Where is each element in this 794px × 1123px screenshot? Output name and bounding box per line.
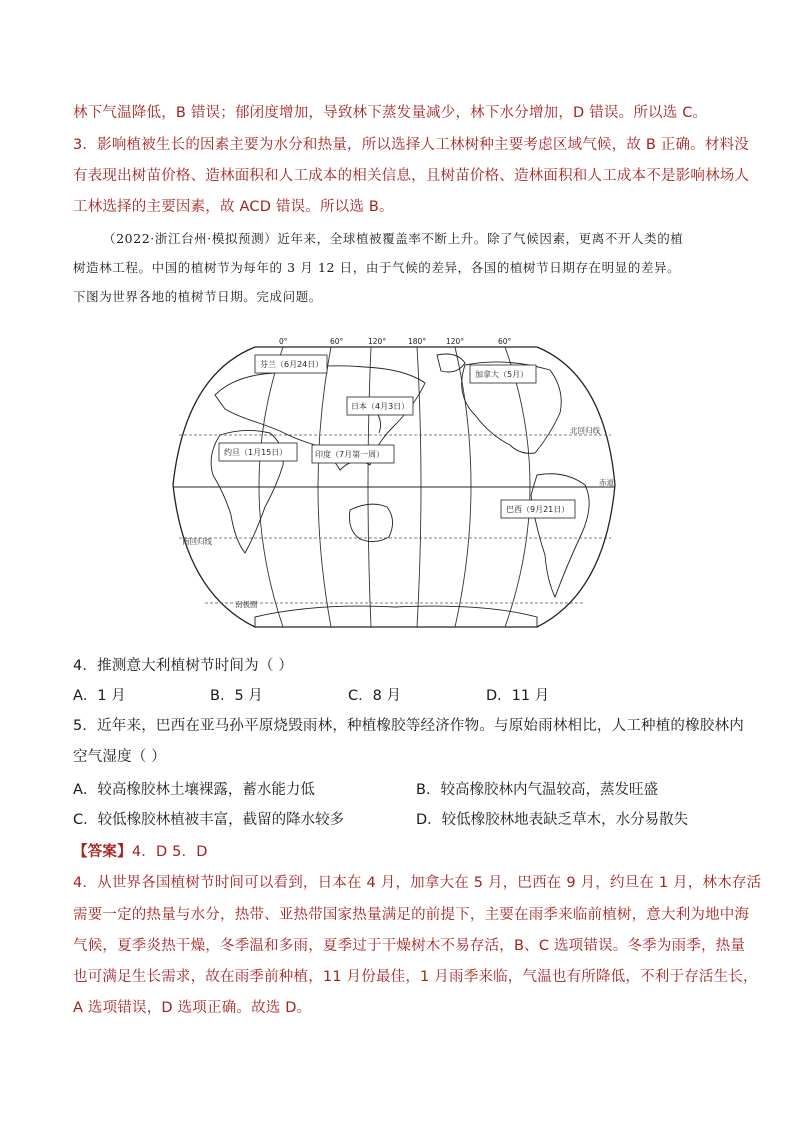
explanation-line: 气候，夏季炎热干燥，冬季温和多雨，夏季过于干燥树木不易存活，B、C 选项错误。冬季为雨季，热量 (73, 938, 746, 954)
explanation-line: 3．影响植被生长的因素主要为水分和热量，所以选择人工林树种主要考虑区域气候，故 B 正确。材料没 (73, 137, 749, 153)
jordan-label: 约旦（1月15日） (224, 448, 288, 457)
question-5-stem: 5．近年来，巴西在亚马孙平原烧毁雨林，种植橡胶等经济作物。与原始雨林相比，人工种植的橡胶林内 (73, 718, 744, 734)
q4-option-a: A．1 月 (73, 688, 126, 704)
india-label: 印度（7月第一周） (315, 450, 385, 459)
callout-finland (255, 355, 327, 373)
callout-brazil (501, 500, 575, 518)
longitude-label: 60° (330, 337, 344, 346)
intro-line: （2022·浙江台州·模拟预测）近年来，全球植被覆盖率不断上升。除了气候因素，更离不开人类的植 (103, 231, 684, 246)
callout-jordan (219, 443, 297, 461)
explanation-line: 工林选择的主要因素，故 ACD 错误。所以选 B。 (73, 199, 394, 215)
q5-option-b: B．较高橡胶林内气温较高，蒸发旺盛 (416, 782, 658, 798)
explanation-line: A 选项错误，D 选项正确。故选 D。 (73, 1000, 312, 1016)
brazil-label: 巴西（9月21日） (506, 505, 570, 514)
tropic-cancer-label: 北回归线 (570, 426, 600, 435)
world-map-figure (165, 335, 625, 635)
longitude-label: 0° (279, 337, 288, 346)
longitude-label: 120° (368, 337, 387, 346)
explanation-line: 需要一定的热量与水分，热带、亚热带国家热量满足的前提下，主要在雨季来临前植树，意大利为地中海 (73, 907, 750, 923)
equator-label: 赤道 (599, 478, 614, 487)
question-5-stem: 空气湿度（ ） (73, 749, 167, 765)
antarctic-circle-label: 南极圈 (235, 600, 258, 609)
q4-option-b: B．5 月 (210, 688, 263, 704)
finland-label: 芬兰（6月24日） (260, 360, 324, 369)
longitude-label: 60° (498, 337, 512, 346)
explanation-line: 也可满足生长需求，故在雨季前种植，11 月份最佳，1 月雨季来临，气温也有所降低，不利于存活生长， (73, 969, 758, 985)
canada-label: 加拿大（5月） (475, 370, 529, 379)
callout-japan (347, 397, 413, 415)
q4-option-d: D．11 月 (486, 688, 550, 704)
explanation-line: 有表现出树苗价格、造林面积和人工成本的相关信息，且树苗价格、造林面积和人工成本不是影响林场人 (73, 168, 750, 184)
answer-row (73, 840, 208, 861)
answer-tag: 【答案】 (73, 844, 132, 860)
q5-option-d: D．较低橡胶林地表缺乏草木，水分易散失 (416, 812, 689, 828)
callout-canada (470, 365, 536, 383)
answer-text: 4．D 5．D (131, 844, 208, 860)
explanation-line: 4．从世界各国植树节时间可以看到，日本在 4 月，加拿大在 5 月，巴西在 9 月，约旦在 1 月，林木存活 (73, 875, 762, 891)
callout-india (312, 445, 394, 463)
intro-line: 下图为世界各地的植树节日期。完成问题。 (73, 289, 322, 304)
longitude-label: 180° (408, 337, 427, 346)
q5-option-a: A．较高橡胶林土壤裸露，蓄水能力低 (73, 782, 315, 798)
question-4-stem: 4．推测意大利植树节时间为（ ） (73, 658, 294, 674)
q4-option-c: C．8 月 (348, 688, 401, 704)
explanation-line: 林下气温降低，B 错误；郁闭度增加，导致林下蒸发量减少，林下水分增加，D 错误。所以选 C。 (73, 105, 708, 121)
japan-label: 日本（4月3日） (351, 402, 410, 411)
tropic-capricorn-label: 南回归线 (182, 537, 212, 546)
longitude-label: 120° (446, 337, 465, 346)
intro-line: 树造林工程。中国的植树节为每年的 3 月 12 日，由于气候的差异，各国的植树节日期存在明显的差异。 (73, 260, 681, 275)
world-map (165, 335, 625, 635)
q5-option-c: C．较低橡胶林植被丰富，截留的降水较多 (73, 812, 345, 828)
